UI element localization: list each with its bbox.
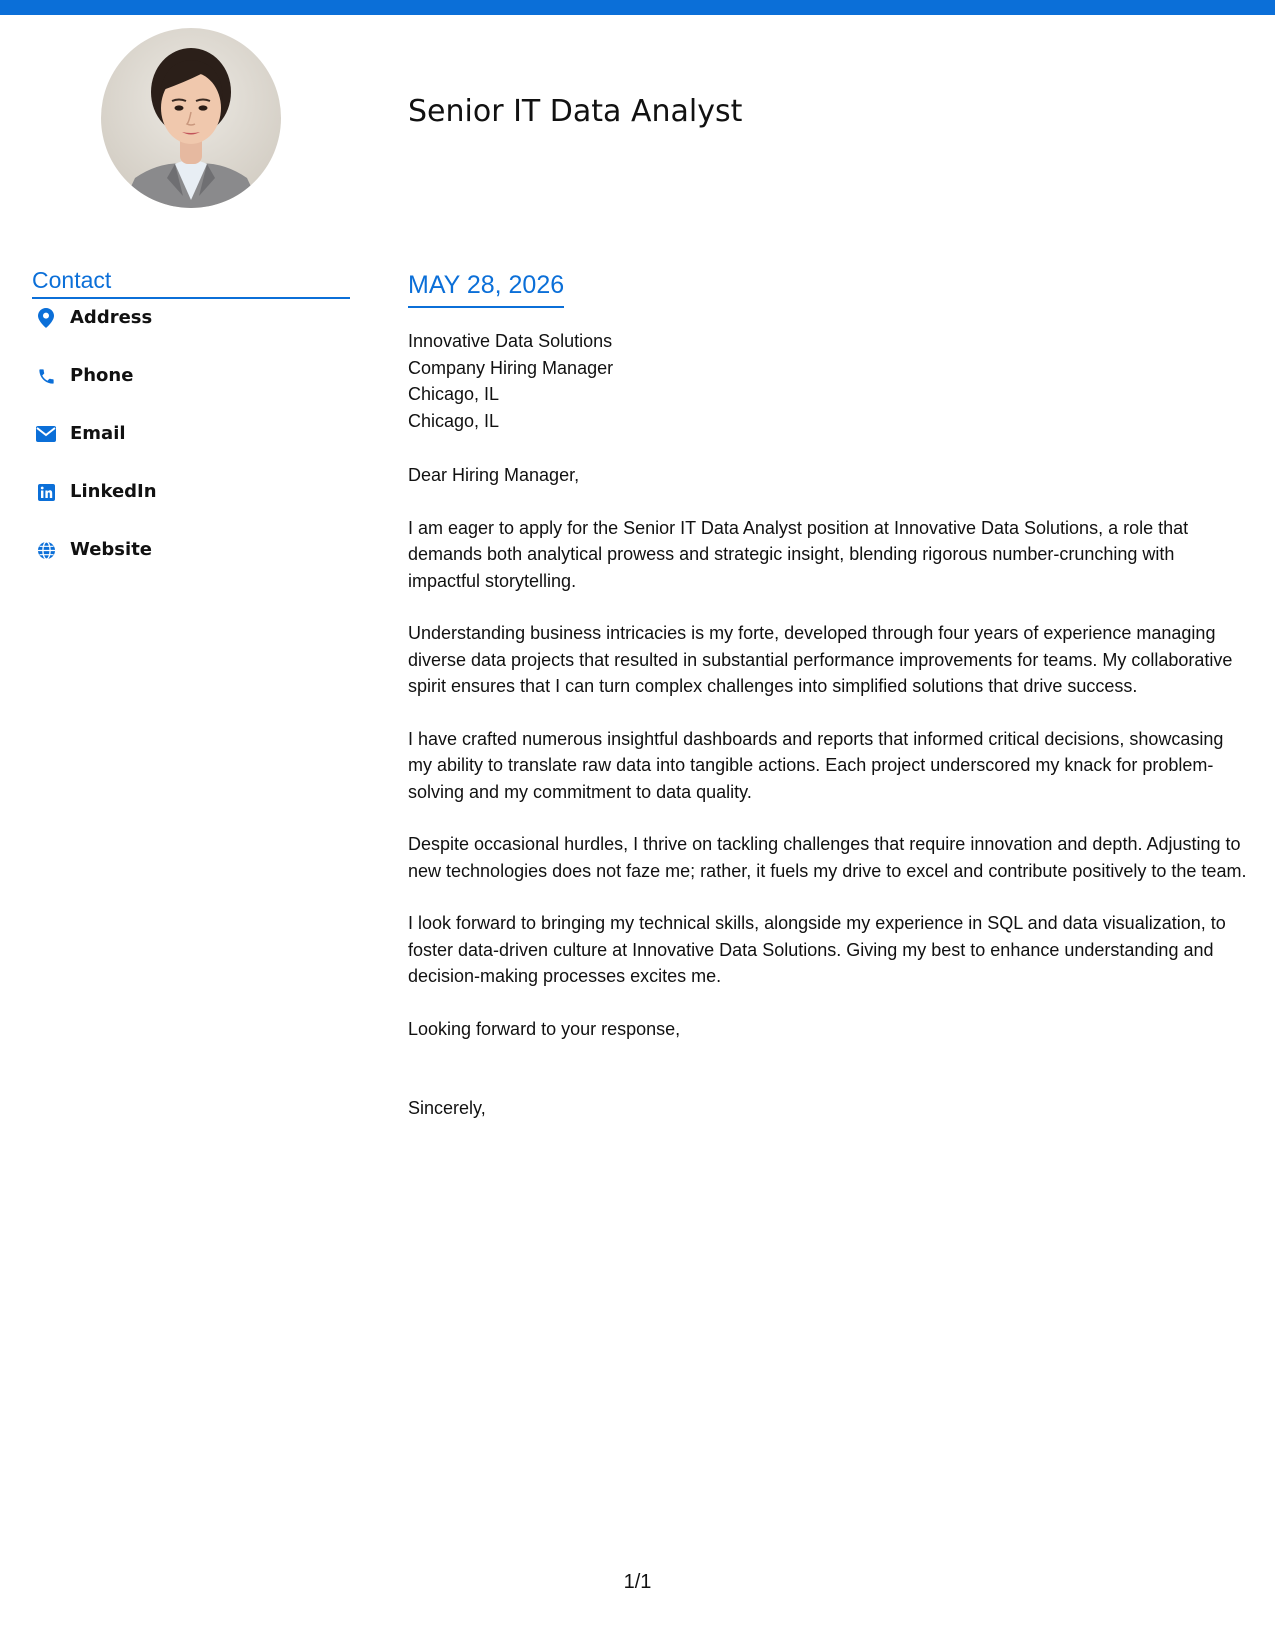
contact-item-email[interactable] (32, 422, 350, 480)
body-paragraph: I look forward to bringing my technical skills, alongside my experience in SQL and data visualization, to foster data-driven culture at Innovative Data Solutions. Giving my best to enhance understanding and decision-making processes excites me. (408, 913, 1226, 986)
recipient-city-secondary: Chicago, IL (408, 410, 500, 431)
recipient-block (408, 328, 1248, 434)
closing-line: Looking forward to your response, (408, 1018, 681, 1039)
salutation: Dear Hiring Manager, (408, 465, 580, 485)
globe-icon (34, 538, 58, 562)
contact-item-website[interactable] (32, 538, 350, 596)
recipient-company: Innovative Data Solutions (408, 331, 613, 351)
contact-list (32, 306, 350, 596)
contact-label: LinkedIn (70, 481, 157, 502)
contact-heading: Contact (32, 266, 350, 299)
envelope-icon (34, 422, 58, 446)
profile-photo (101, 28, 281, 208)
contact-item-address[interactable] (32, 306, 350, 364)
contact-item-phone[interactable] (32, 364, 350, 422)
body-paragraph: Despite occasional hurdles, I thrive on tackling challenges that require innovation and depth. Adjusting to new technologies does not faze me; rather, it fuels my drive to excel and contribute positively to the team. (408, 834, 1247, 881)
linkedin-icon (34, 480, 58, 504)
body-paragraph: I have crafted numerous insightful dashboards and reports that informed critical decisions, showcasing my ability to translate raw data into tangible actions. Each project underscored my knack for problem-solving and my commitment to data quality. (408, 728, 1224, 802)
top-accent-bar (0, 0, 1275, 15)
letter-date: MAY 28, 2026 (408, 270, 564, 308)
contact-label: Phone (70, 365, 134, 386)
signoff: Sincerely, (408, 1098, 486, 1118)
contact-label: Address (70, 307, 153, 328)
job-title: Senior IT Data Analyst (408, 94, 743, 129)
phone-icon (34, 364, 58, 388)
recipient-city: Chicago, IL (408, 384, 500, 404)
body-paragraph: I am eager to apply for the Senior IT Data Analyst position at Innovative Data Solutions, a role that demands both analytical prowess and strategic insight, blending rigorous number-crunching with impactful storytelling. (408, 517, 1189, 591)
recipient-title: Company Hiring Manager (408, 357, 614, 378)
location-pin-icon (34, 306, 58, 330)
body-paragraph: Understanding business intricacies is my forte, developed through four years of experience managing diverse data projects that resulted in substantial performance improvements for teams. My collaborative spirit ensures that I can turn complex challenges into simplified solutions that drive success. (408, 623, 1233, 696)
contact-label: Email (70, 423, 126, 444)
letter-body (408, 462, 1248, 1148)
contact-label: Website (70, 539, 153, 560)
contact-item-linkedin[interactable] (32, 480, 350, 538)
page-number: 1/1 (623, 1571, 652, 1593)
